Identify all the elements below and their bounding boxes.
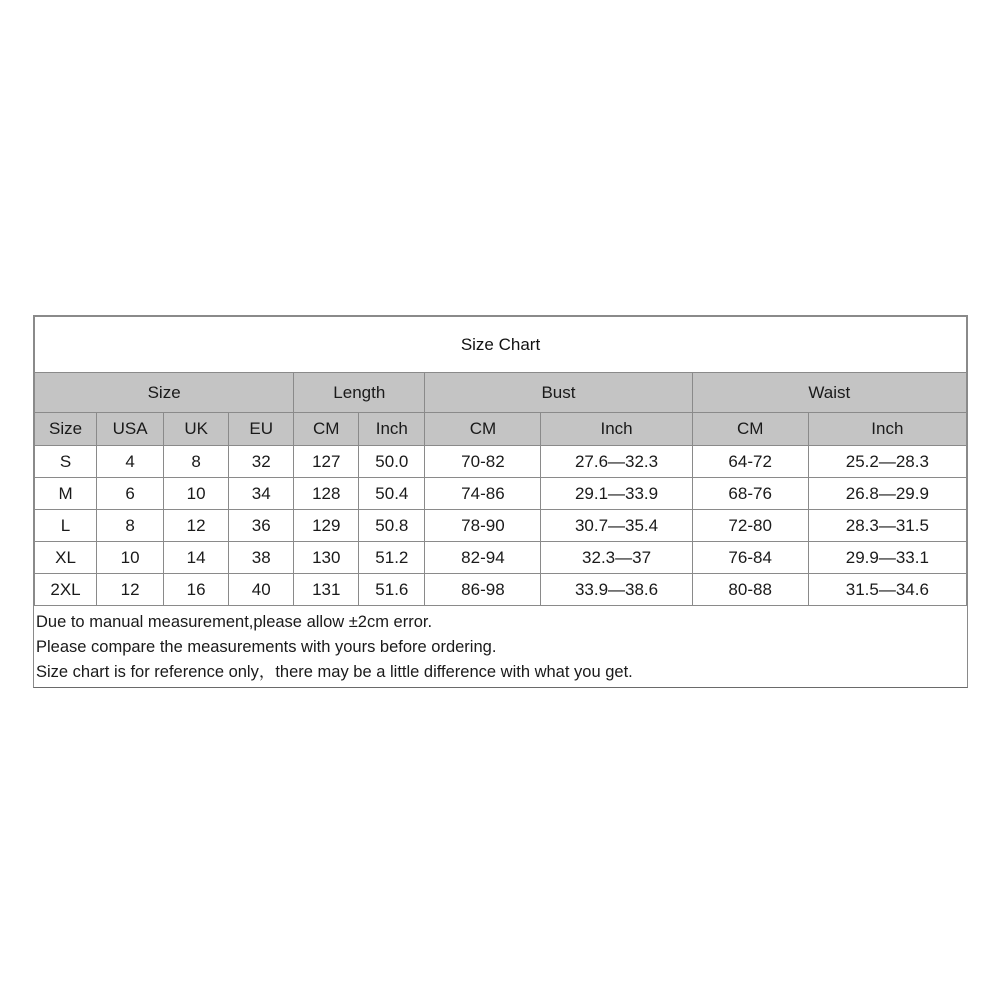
table-cell: M — [35, 478, 97, 510]
table-cell: 86-98 — [425, 574, 541, 606]
group-header-size: Size — [35, 373, 294, 413]
column-header-uk: UK — [164, 413, 229, 446]
table-cell: 4 — [97, 446, 164, 478]
group-header-length: Length — [294, 373, 425, 413]
table-cell: 34 — [229, 478, 294, 510]
table-cell: 29.9—33.1 — [808, 542, 966, 574]
table-cell: 78-90 — [425, 510, 541, 542]
table-cell: L — [35, 510, 97, 542]
table-cell: 10 — [164, 478, 229, 510]
table-cell: 28.3—31.5 — [808, 510, 966, 542]
table-row — [35, 574, 967, 606]
column-header-waist-inch: Inch — [808, 413, 966, 446]
table-cell: 6 — [97, 478, 164, 510]
table-cell: 51.2 — [359, 542, 425, 574]
column-header-bust-cm: CM — [425, 413, 541, 446]
column-header-length-cm: CM — [294, 413, 359, 446]
table-cell: 64-72 — [692, 446, 808, 478]
column-header-usa: USA — [97, 413, 164, 446]
table-cell: 80-88 — [692, 574, 808, 606]
table-cell: 10 — [97, 542, 164, 574]
table-cell: 50.4 — [359, 478, 425, 510]
table-cell: 2XL — [35, 574, 97, 606]
table-cell: 27.6—32.3 — [541, 446, 692, 478]
table-cell: 26.8—29.9 — [808, 478, 966, 510]
table-cell: 40 — [229, 574, 294, 606]
column-header-size: Size — [35, 413, 97, 446]
chart-title: Size Chart — [35, 317, 967, 373]
table-cell: 12 — [164, 510, 229, 542]
column-header-eu: EU — [229, 413, 294, 446]
table-row — [35, 446, 967, 478]
table-cell: 70-82 — [425, 446, 541, 478]
table-cell: 82-94 — [425, 542, 541, 574]
notes-section — [34, 606, 967, 687]
table-cell: 130 — [294, 542, 359, 574]
table-row — [35, 510, 967, 542]
note-reference-only: Size chart is for reference only，there may be a little difference with what you get. — [36, 663, 633, 681]
table-cell: 131 — [294, 574, 359, 606]
table-cell: 32.3—37 — [541, 542, 692, 574]
table-cell: 16 — [164, 574, 229, 606]
column-header-bust-inch: Inch — [541, 413, 692, 446]
table-cell: 50.8 — [359, 510, 425, 542]
table-cell: 36 — [229, 510, 294, 542]
note-compare-measurements: Please compare the measurements with yours before ordering. — [36, 638, 497, 656]
table-cell: 33.9—38.6 — [541, 574, 692, 606]
table-row — [35, 478, 967, 510]
table-cell: 129 — [294, 510, 359, 542]
table-cell: 68-76 — [692, 478, 808, 510]
group-header-bust: Bust — [425, 373, 692, 413]
column-header-waist-cm: CM — [692, 413, 808, 446]
table-cell: 72-80 — [692, 510, 808, 542]
table-cell: 50.0 — [359, 446, 425, 478]
size-chart — [33, 315, 968, 688]
table-cell: 128 — [294, 478, 359, 510]
table-cell: 8 — [97, 510, 164, 542]
column-header-length-inch: Inch — [359, 413, 425, 446]
table-cell: 12 — [97, 574, 164, 606]
table-cell: 74-86 — [425, 478, 541, 510]
group-header-waist: Waist — [692, 373, 966, 413]
table-cell: 38 — [229, 542, 294, 574]
size-table — [34, 316, 967, 606]
table-cell: 51.6 — [359, 574, 425, 606]
table-cell: 25.2—28.3 — [808, 446, 966, 478]
table-cell: 29.1—33.9 — [541, 478, 692, 510]
table-cell: 76-84 — [692, 542, 808, 574]
table-cell: 32 — [229, 446, 294, 478]
table-cell: XL — [35, 542, 97, 574]
table-cell: 14 — [164, 542, 229, 574]
table-cell: 30.7—35.4 — [541, 510, 692, 542]
note-measurement-error: Due to manual measurement,please allow ±2cm error. — [36, 613, 433, 631]
table-cell: 31.5—34.6 — [808, 574, 966, 606]
table-cell: 8 — [164, 446, 229, 478]
table-cell: S — [35, 446, 97, 478]
table-cell: 127 — [294, 446, 359, 478]
table-row — [35, 542, 967, 574]
